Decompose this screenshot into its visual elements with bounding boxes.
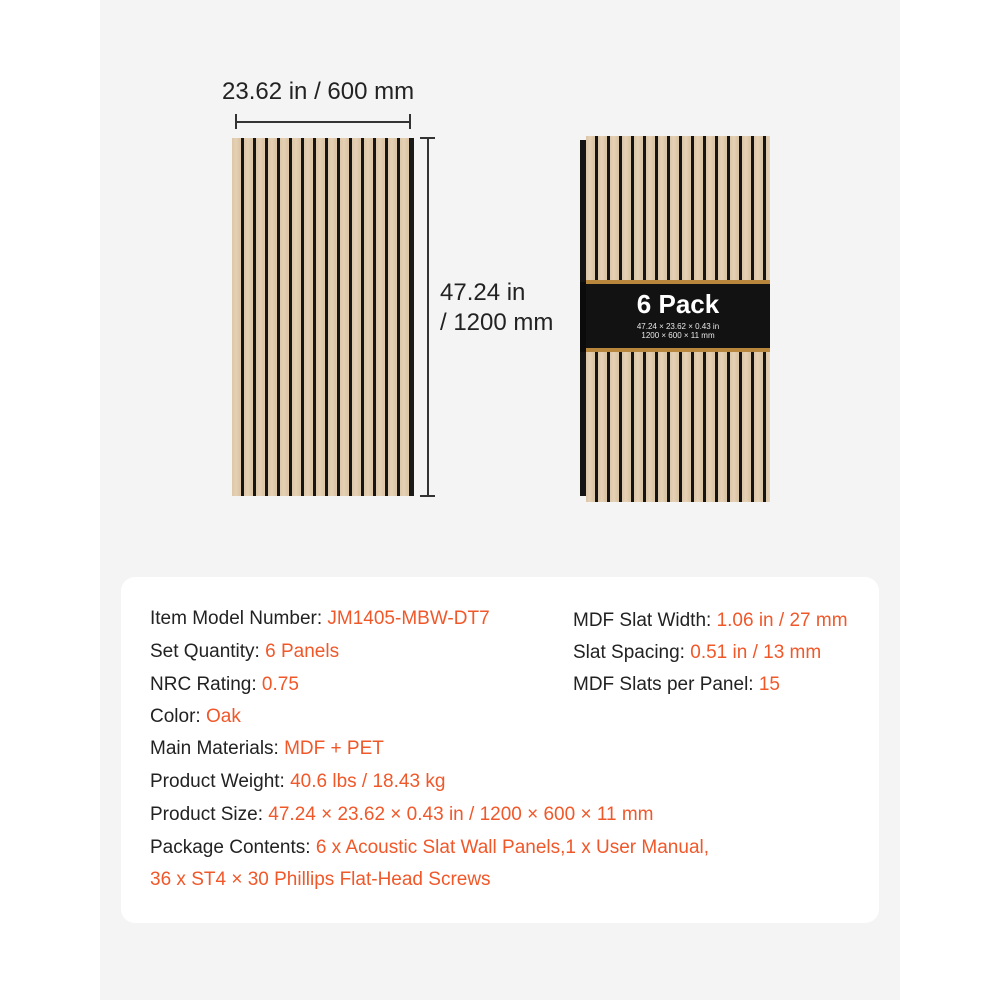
spec-slats-per-panel <box>573 674 780 696</box>
spec-label: Product Size: <box>150 804 269 825</box>
spec-label: NRC Rating: <box>150 674 262 695</box>
spec-label: Item Model Number: <box>150 608 328 629</box>
spec-value: MDF + PET <box>284 738 384 759</box>
spec-label: Color: <box>150 706 206 727</box>
height-label-line2: / 1200 mm <box>440 309 554 336</box>
slat-panel-edge <box>410 138 414 496</box>
package-subtitle-line1: 47.24 × 23.62 × 0.43 in <box>636 322 720 331</box>
spec-value: 15 <box>758 674 780 695</box>
spec-value: 47.24 × 23.62 × 0.43 in / 1200 × 600 × 11 mm <box>268 804 654 825</box>
height-dimension-cap-bottom <box>420 495 435 497</box>
spec-main-materials <box>150 738 384 760</box>
spec-set-quantity <box>150 641 339 663</box>
spec-label: Package Contents: <box>150 837 316 858</box>
height-dimension-line <box>427 138 429 496</box>
height-dimension-label <box>440 278 553 338</box>
spec-value: JM1405-MBW-DT7 <box>327 608 490 629</box>
package-title: 6 Pack <box>636 289 720 319</box>
height-label-line1: 47.24 in <box>440 279 526 306</box>
spec-nrc-rating <box>150 674 299 696</box>
spec-label: MDF Slats per Panel: <box>573 674 759 695</box>
slat-panel-image <box>232 138 414 496</box>
spec-value: 6 Panels <box>265 641 340 662</box>
spec-label: Slat Spacing: <box>573 642 691 663</box>
spec-package-contents-continued <box>150 869 491 891</box>
spec-label: MDF Slat Width: <box>573 610 717 631</box>
spec-package-contents <box>150 837 709 859</box>
spec-value: 36 x ST4 × 30 Phillips Flat-Head Screws <box>150 869 491 890</box>
spec-slat-spacing <box>573 642 821 664</box>
width-dimension-cap-left <box>235 114 237 129</box>
spec-product-weight <box>150 771 445 793</box>
spec-value: 0.51 in / 13 mm <box>690 642 822 663</box>
height-dimension-cap-top <box>420 137 435 139</box>
spec-value: 6 x Acoustic Slat Wall Panels,1 x User Manual, <box>315 837 710 858</box>
spec-label: Product Weight: <box>150 771 291 792</box>
spec-product-size <box>150 804 654 826</box>
spec-label: Main Materials: <box>150 738 285 759</box>
spec-model-number <box>150 608 490 630</box>
spec-color <box>150 706 241 728</box>
package-band <box>586 280 770 352</box>
spec-slat-width <box>573 610 848 632</box>
spec-value: 1.06 in / 27 mm <box>716 610 848 631</box>
width-dimension-label: 23.62 in / 600 mm <box>222 78 415 105</box>
spec-value: 0.75 <box>261 674 299 695</box>
width-dimension-cap-right <box>409 114 411 129</box>
package-subtitle-line2: 1200 × 600 × 11 mm <box>641 331 715 340</box>
spec-label: Set Quantity: <box>150 641 266 662</box>
spec-value: Oak <box>205 706 241 727</box>
width-dimension-line <box>236 121 410 123</box>
spec-value: 40.6 lbs / 18.43 kg <box>290 771 446 792</box>
